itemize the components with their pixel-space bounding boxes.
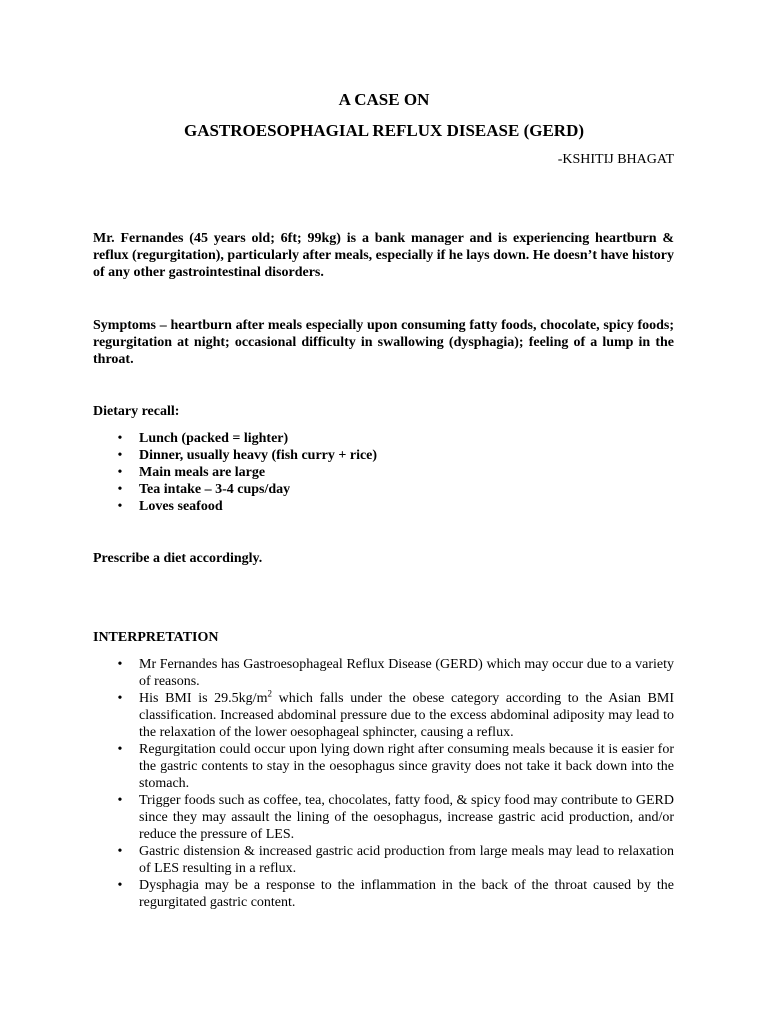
bullet-icon: • xyxy=(117,844,123,859)
title-line-1: A CASE ON xyxy=(338,90,430,109)
dietary-recall-heading: Dietary recall: xyxy=(93,404,180,419)
list-item xyxy=(93,690,674,741)
bullet-icon: • xyxy=(117,448,123,463)
list-item-text-before: His BMI is 29.5kg/m xyxy=(139,691,268,706)
list-item-text: Lunch (packed = lighter) xyxy=(139,431,289,446)
list-item-text: Mr Fernandes has Gastroesophageal Reflux Disease (GERD) which may occur due to a variety of reasons. xyxy=(139,657,674,689)
list-item xyxy=(93,741,674,792)
interpretation-heading: INTERPRETATION xyxy=(93,630,219,645)
list-item xyxy=(93,792,674,843)
bullet-icon: • xyxy=(117,742,123,757)
list-item xyxy=(93,877,674,911)
bullet-icon: • xyxy=(117,878,123,893)
interpretation-list xyxy=(93,656,674,911)
bullet-icon: • xyxy=(117,657,123,672)
list-item-text: Trigger foods such as coffee, tea, chocolates, fatty food, & spicy food may contribute to GERD since they may assault the lining of the oesophagus, increase gastric acid production, and/or reduce the pressure of LES. xyxy=(139,793,674,842)
list-item xyxy=(93,843,674,877)
list-item-text: Main meals are large xyxy=(139,465,266,480)
list-item xyxy=(93,656,674,690)
list-item-text: Dinner, usually heavy (fish curry + rice) xyxy=(139,448,378,463)
bullet-icon: • xyxy=(117,465,123,480)
list-item-text: Loves seafood xyxy=(139,499,223,514)
list-item-text: Dysphagia may be a response to the inflammation in the back of the throat caused by the regurgitated gastric content. xyxy=(139,878,674,910)
bullet-icon: • xyxy=(117,499,123,514)
title-line-2: GASTROESOPHAGIAL REFLUX DISEASE (GERD) xyxy=(183,121,585,140)
list-item xyxy=(93,447,674,464)
bullet-icon: • xyxy=(117,691,123,706)
list-item-text-after: which falls under the obese category according to the Asian BMI classification. Increased abdominal pressure due to the excess abdominal adiposity may lead to the relaxation of the lower oesophageal sphincter, causing a reflux. xyxy=(139,691,675,740)
bullet-icon: • xyxy=(117,793,123,808)
dietary-recall-list xyxy=(93,430,674,515)
intro-paragraph: Mr. Fernandes (45 years old; 6ft; 99kg) is a bank manager and is experiencing heartburn & reflux (regurgitation), particularly after meals, especially if he lays down. He doesn’t have history of any other gastrointestinal disorders. xyxy=(93,231,674,280)
symptoms-paragraph: Symptoms – heartburn after meals especially upon consuming fatty foods, chocolate, spicy foods; regurgitation at night; occasional difficulty in swallowing (dysphagia); feeling of a lump in the throat. xyxy=(93,318,674,367)
superscript-exponent: 2 xyxy=(267,688,272,699)
prescribe-instruction: Prescribe a diet accordingly. xyxy=(93,551,263,566)
list-item xyxy=(93,498,674,515)
list-item xyxy=(93,481,674,498)
list-item-text: Tea intake – 3-4 cups/day xyxy=(139,482,291,497)
list-item-text: Regurgitation could occur upon lying down right after consuming meals because it is easier for the gastric contents to stay in the oesophagus since gravity does not take it back down into the stomach. xyxy=(139,742,674,791)
list-item xyxy=(93,464,674,481)
bullet-icon: • xyxy=(117,482,123,497)
bullet-icon: • xyxy=(117,431,123,446)
author-line: -KSHITIJ BHAGAT xyxy=(557,152,674,167)
list-item-text: Gastric distension & increased gastric acid production from large meals may lead to relaxation of LES resulting in a reflux. xyxy=(139,844,674,876)
list-item xyxy=(93,430,674,447)
